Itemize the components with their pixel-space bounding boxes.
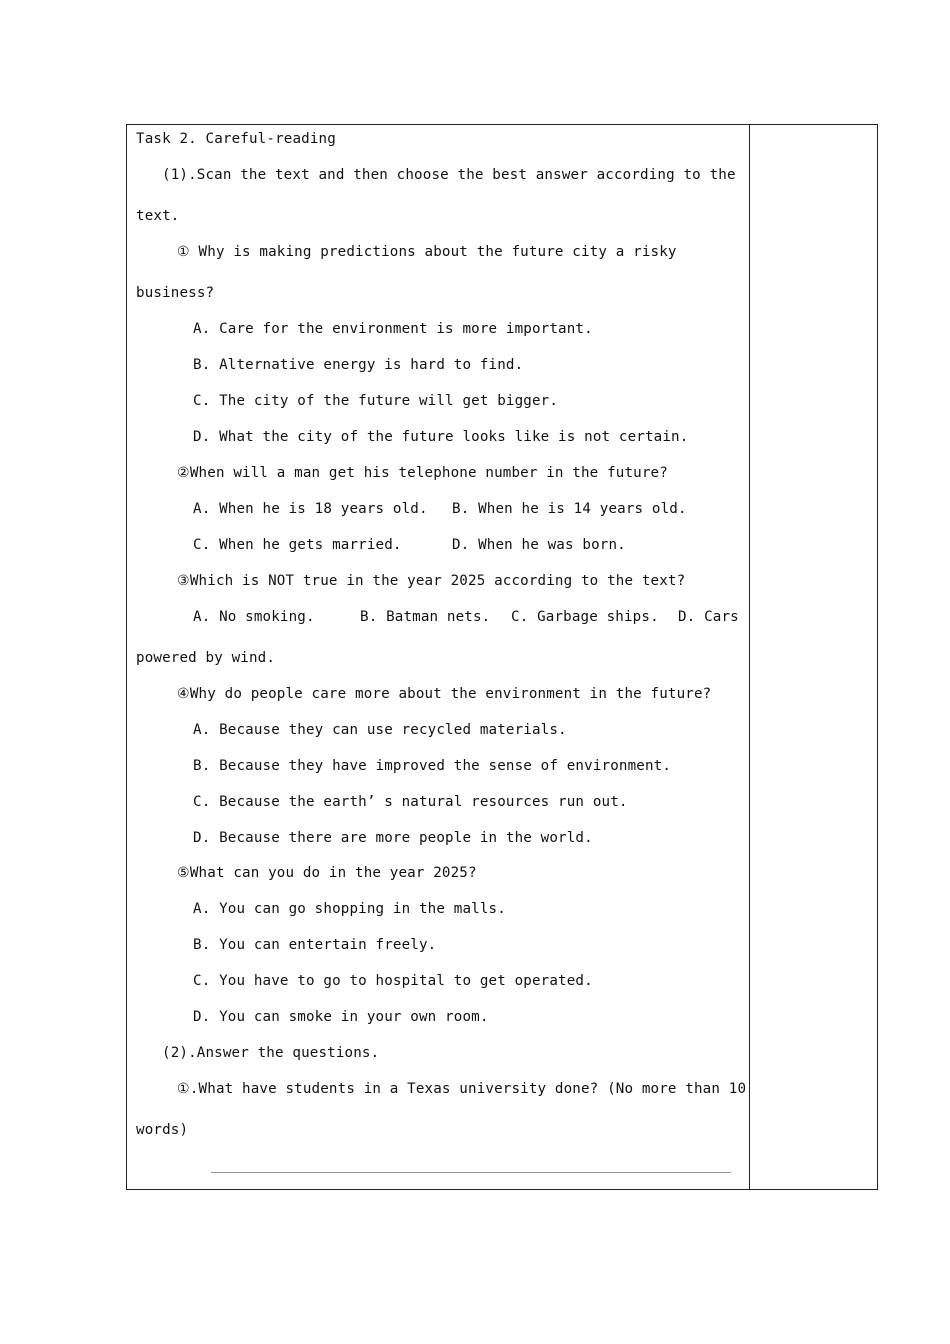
q3-option-d-wrap: powered by wind. bbox=[136, 650, 276, 666]
notes-cell bbox=[750, 125, 877, 1189]
question-3: ③Which is NOT true in the year 2025 according to the text? bbox=[177, 573, 686, 589]
question-1-wrap: business? bbox=[136, 285, 215, 301]
q4-option-d: D. Because there are more people in the world. bbox=[193, 830, 593, 846]
part2-question-1: ①.What have students in a Texas university done? (No more than 10 bbox=[177, 1081, 747, 1097]
q1-option-c: C. The city of the future will get bigger. bbox=[193, 393, 559, 409]
q4-option-c: C. Because the earth’ s natural resources run out. bbox=[193, 794, 628, 810]
answer-line[interactable] bbox=[211, 1172, 731, 1173]
q4-option-a: A. Because they can use recycled materials. bbox=[193, 722, 567, 738]
q3-option-d: D. Cars bbox=[678, 609, 739, 625]
question-5: ⑤What can you do in the year 2025? bbox=[177, 865, 477, 881]
worksheet-table bbox=[126, 124, 878, 1190]
q3-option-a: A. No smoking. bbox=[193, 609, 315, 625]
q3-option-b: B. Batman nets. bbox=[360, 609, 491, 625]
part2-question-1-wrap: words) bbox=[136, 1122, 189, 1138]
part1-instruction-wrap: text. bbox=[136, 208, 180, 224]
part1-instruction: (1).Scan the text and then choose the best answer according to the bbox=[162, 167, 736, 183]
part2-instruction: (2).Answer the questions. bbox=[162, 1045, 380, 1061]
q4-option-b: B. Because they have improved the sense of environment. bbox=[193, 758, 672, 774]
question-1: ① Why is making predictions about the future city a risky bbox=[177, 244, 677, 260]
q1-option-b: B. Alternative energy is hard to find. bbox=[193, 357, 524, 373]
question-4: ④Why do people care more about the environment in the future? bbox=[177, 686, 712, 702]
q5-option-b: B. You can entertain freely. bbox=[193, 937, 437, 953]
q2-option-b: B. When he is 14 years old. bbox=[452, 501, 687, 517]
q5-option-c: C. You have to go to hospital to get operated. bbox=[193, 973, 593, 989]
q2-option-d: D. When he was born. bbox=[452, 537, 626, 553]
q2-option-a: A. When he is 18 years old. bbox=[193, 501, 428, 517]
q1-option-a: A. Care for the environment is more important. bbox=[193, 321, 593, 337]
q2-option-c: C. When he gets married. bbox=[193, 537, 402, 553]
main-content-cell bbox=[127, 125, 749, 1189]
q5-option-a: A. You can go shopping in the malls. bbox=[193, 901, 506, 917]
task-title: Task 2. Careful-reading bbox=[136, 131, 336, 147]
q3-option-c: C. Garbage ships. bbox=[511, 609, 659, 625]
q5-option-d: D. You can smoke in your own room. bbox=[193, 1009, 489, 1025]
question-2: ②When will a man get his telephone number in the future? bbox=[177, 465, 668, 481]
q1-option-d: D. What the city of the future looks like is not certain. bbox=[193, 429, 689, 445]
